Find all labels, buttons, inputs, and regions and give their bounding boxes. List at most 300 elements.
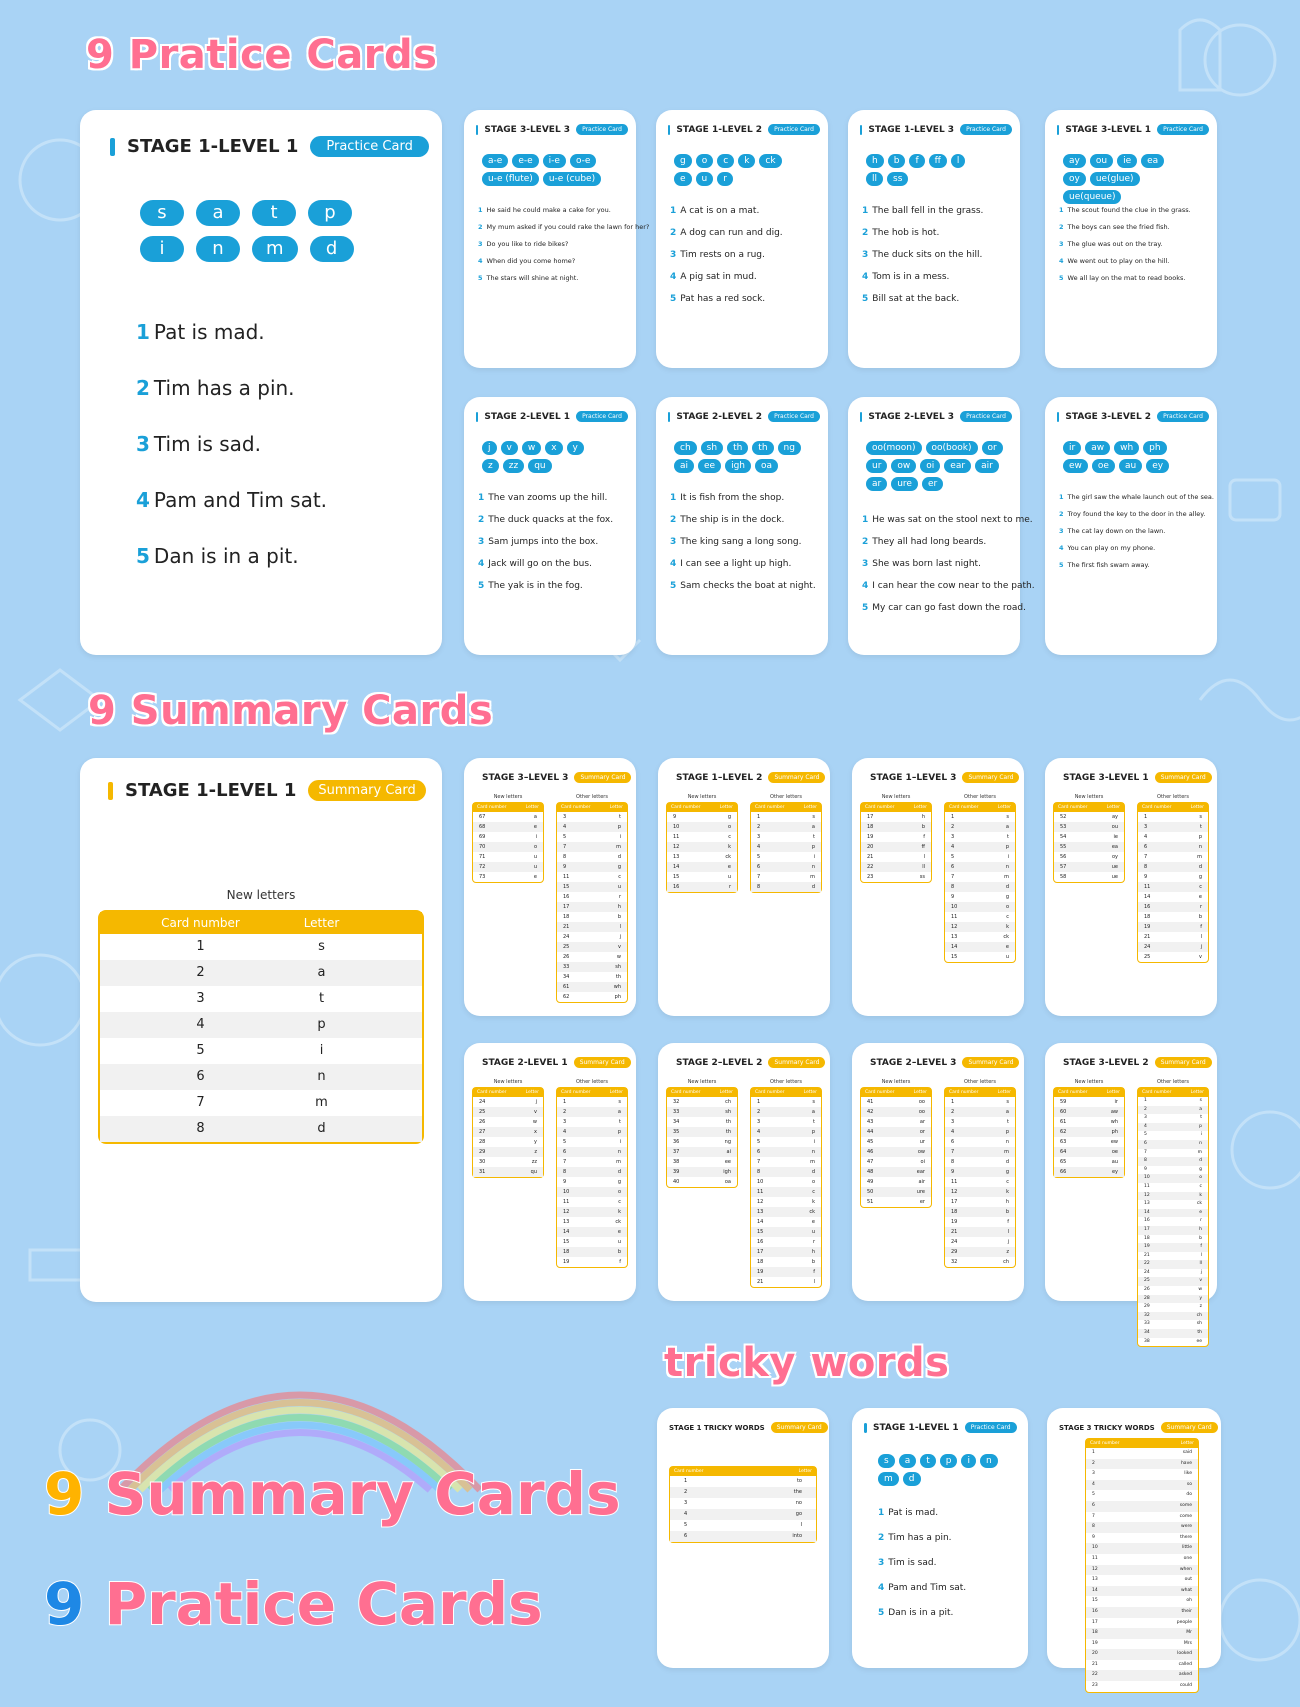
card-title: STAGE 2-LEVEL 2 [676, 411, 763, 422]
sentence-text: My mum asked if you could rake the lawn for her? [486, 223, 650, 231]
table-row [473, 812, 543, 822]
table-cell: ck [725, 854, 731, 860]
table-cell: l [923, 854, 925, 860]
table [556, 1087, 628, 1268]
table-cell: a [617, 1109, 621, 1115]
table-cell: m [1197, 1149, 1202, 1155]
sentence-item [478, 493, 628, 503]
table-caption: Other letters [1157, 794, 1189, 800]
table-row [1086, 1469, 1198, 1480]
card-title: STAGE 3-LEVEL 3 [484, 124, 571, 135]
letter-pill: ur [866, 459, 887, 473]
card-title: STAGE 1-LEVEL 1 [873, 1422, 959, 1433]
table-cell: 5 [196, 1043, 205, 1058]
letter-pill: oy [1063, 172, 1086, 186]
header-cell: Letter [525, 805, 539, 810]
header-cell: Card number [755, 805, 785, 810]
table-cell: 47 [867, 1159, 874, 1165]
table-row [751, 1237, 821, 1247]
table-row [100, 1116, 422, 1142]
table-cell: 41 [867, 1099, 874, 1105]
table [944, 1087, 1016, 1268]
table-cell: j [619, 934, 621, 940]
table-cell: k [1199, 1192, 1202, 1198]
table-row [1138, 872, 1208, 882]
table-cell: 72 [479, 864, 486, 870]
table-cell: p [317, 1017, 326, 1032]
table-cell: 4 [684, 1511, 688, 1517]
table-row [945, 1097, 1015, 1107]
table-cell: j [1200, 944, 1202, 950]
sentence-item [136, 376, 434, 400]
other-letters-table [1137, 1079, 1209, 1347]
header-cell: Card number [865, 805, 895, 810]
table-cell: 1 [1092, 1450, 1095, 1455]
summary-card [1045, 1043, 1217, 1344]
table-cell: 21 [1144, 1252, 1150, 1258]
table-cell: 6 [196, 1069, 205, 1084]
sentence-text: We went out to play on the hill. [1067, 257, 1170, 265]
table-cell: oh [1186, 1598, 1192, 1604]
sentence-text: He was sat on the stool next to me. [872, 515, 1033, 525]
table-cell: 8 [951, 884, 955, 890]
sentence-item [670, 250, 820, 260]
table-row [1138, 1114, 1208, 1123]
table-cell: i [619, 834, 621, 840]
table-cell: zz [531, 1159, 537, 1165]
table-row [667, 1167, 737, 1177]
letter-pills [140, 200, 360, 262]
table-cell: l [1007, 1229, 1009, 1235]
table-cell: 16 [1144, 904, 1151, 910]
header-cell: Letter [1180, 1441, 1194, 1446]
table-row [751, 1277, 821, 1287]
table-cell: 6 [1092, 1502, 1095, 1508]
new-letters-table [666, 794, 738, 893]
table-cell: 10 [1092, 1545, 1098, 1551]
letter-pill: ew [1063, 459, 1088, 473]
table-cell: 8 [757, 884, 761, 890]
sentence-number: 5 [862, 603, 869, 613]
table-cell: 17 [757, 1249, 764, 1255]
table-cell: 19 [867, 834, 874, 840]
table-cell: l [1200, 1252, 1202, 1258]
table-cell: 23 [867, 874, 874, 880]
other-letters-table [750, 794, 822, 893]
letter-pill: a [196, 200, 240, 226]
table-row [1086, 1448, 1198, 1459]
sentence-item [136, 544, 434, 568]
table-row [1054, 822, 1124, 832]
sentence-list [478, 206, 650, 291]
practice-card [464, 110, 650, 368]
summary-badge: Summary Card [1161, 1422, 1218, 1433]
letter-pill: i [961, 1454, 976, 1468]
table-row [1138, 1312, 1208, 1321]
table-cell: 38 [673, 1159, 680, 1165]
table-cell: ph [1111, 1129, 1118, 1135]
table-cell: b [1005, 1209, 1009, 1215]
table-cell: i [813, 1139, 815, 1145]
letter-pill: ea [1141, 154, 1164, 168]
table-row [945, 942, 1015, 952]
table-cell: e [727, 864, 731, 870]
letter-pill: ss [887, 172, 908, 186]
sentence-number: 4 [478, 559, 485, 569]
table-row [751, 1097, 821, 1107]
letter-pill: a-e [482, 154, 508, 168]
table-cell: m [1197, 854, 1202, 860]
sentence-number: 2 [878, 1533, 885, 1543]
letter-pill: or [982, 441, 1003, 455]
letter-pill: u-e (cube) [543, 172, 601, 186]
table-cell: t [1007, 834, 1009, 840]
table-row [861, 1107, 931, 1117]
table-cell: r [812, 1239, 815, 1245]
table-header [667, 803, 737, 812]
table-row [557, 872, 627, 882]
table-row [557, 1117, 627, 1127]
table-cell: ph [614, 994, 621, 1000]
table-cell: sh [1196, 1321, 1202, 1327]
table-row [667, 822, 737, 832]
table-caption: New letters [226, 888, 296, 902]
table-cell: 12 [1092, 1566, 1098, 1572]
card-header [860, 411, 1012, 422]
table-cell: c [618, 874, 621, 880]
table-cell: 4 [1092, 1481, 1095, 1487]
table-cell: 18 [1092, 1630, 1098, 1636]
summary-badge: Summary Card [308, 780, 425, 801]
table-cell: 32 [673, 1099, 680, 1105]
header-cell: Letter [719, 805, 733, 810]
table-row [473, 1097, 543, 1107]
letter-pill: e [674, 172, 692, 186]
table-row [751, 882, 821, 892]
table-cell: b [1198, 914, 1202, 920]
table-cell: 8 [757, 1169, 761, 1175]
table-cell: 40 [673, 1179, 680, 1185]
table [669, 1466, 817, 1543]
sentence-text: I can see a light up high. [680, 559, 792, 569]
table-cell: 12 [563, 1209, 570, 1215]
table-row [1086, 1681, 1198, 1692]
table-cell: 19 [1144, 924, 1151, 930]
letter-pill: ow [891, 459, 916, 473]
table-row [557, 922, 627, 932]
new-letters-table [472, 794, 544, 883]
table-cell: 8 [1144, 864, 1148, 870]
other-letters-table [556, 794, 628, 1003]
table-row [100, 934, 422, 960]
table-cell: 17 [1144, 1226, 1150, 1232]
table-row [1086, 1607, 1198, 1618]
other-letters-table [556, 1079, 628, 1268]
letter-pill: oo(moon) [866, 441, 922, 455]
table-header [1086, 1439, 1198, 1448]
table-cell: i [619, 1139, 621, 1145]
table-row [861, 1187, 931, 1197]
table-cell: 68 [479, 824, 486, 830]
table-row [557, 1217, 627, 1227]
table-cell: u [1005, 954, 1009, 960]
table-cell: j [535, 1099, 537, 1105]
card-header [670, 772, 822, 783]
table-row [557, 1207, 627, 1217]
table-cell: d [1005, 1159, 1009, 1165]
promo-summary [44, 1460, 621, 1528]
table-cell: m [315, 1095, 328, 1110]
sentence-number: 1 [1059, 206, 1064, 214]
table-row [945, 1177, 1015, 1187]
table-cell: f [619, 1259, 621, 1265]
summary-card [1045, 758, 1217, 1016]
table-row [861, 1117, 931, 1127]
letter-pills [1063, 441, 1183, 473]
table-row [861, 1167, 931, 1177]
table-cell: n [1005, 864, 1009, 870]
table-row [1138, 1286, 1208, 1295]
card-title: STAGE 3–LEVEL 3 [482, 772, 569, 783]
sentence-text: Tim is sad. [153, 432, 261, 456]
sentence-item [670, 559, 820, 569]
card-header [668, 124, 820, 135]
table-row [751, 1107, 821, 1117]
table-cell: 19 [563, 1259, 570, 1265]
promo-text: Pratice Cards [104, 1570, 543, 1638]
table-cell: 33 [673, 1109, 680, 1115]
practice-card [464, 397, 636, 655]
table-cell: f [1007, 1219, 1009, 1225]
table-cell: 11 [1144, 1183, 1150, 1189]
sentence-text: The ship is in the dock. [680, 515, 785, 525]
letter-pill: u [696, 172, 714, 186]
table-row [1054, 832, 1124, 842]
letter-pill: ey [1146, 459, 1169, 473]
table-row [1054, 1107, 1124, 1117]
table-cell: 4 [951, 1129, 955, 1135]
sentence-item [670, 228, 820, 238]
header-cell: Card number [1090, 1441, 1120, 1446]
card-title: STAGE 1-LEVEL 1 [127, 136, 299, 157]
table-cell: d [1198, 864, 1202, 870]
card-title: STAGE 2–LEVEL 3 [870, 1057, 957, 1068]
table-row [1138, 942, 1208, 952]
table-cell: 7 [1092, 1513, 1095, 1519]
letter-pill: ue(queue) [1063, 190, 1121, 204]
header-cell: Letter [525, 1090, 539, 1095]
sentence-text: Troy found the key to the door in the alley. [1067, 510, 1206, 518]
table-cell: e [1199, 1209, 1202, 1215]
sentence-item [862, 228, 1012, 238]
table-row [557, 1157, 627, 1167]
table-row [100, 960, 422, 986]
letter-pill: x [545, 441, 562, 455]
summary-card [852, 1043, 1024, 1301]
table-row [557, 882, 627, 892]
table-cell: n [811, 1149, 815, 1155]
table-row [1086, 1480, 1198, 1491]
table-cell: 4 [1144, 834, 1148, 840]
sentence-text: When did you come home? [486, 257, 576, 265]
table-cell: 49 [867, 1179, 874, 1185]
table-row [1086, 1533, 1198, 1544]
sentence-item [136, 320, 434, 344]
table-cell: h [921, 814, 925, 820]
table-row [1054, 1127, 1124, 1137]
summary-badge: Summary Card [574, 1057, 631, 1068]
table-cell: 2 [1144, 1106, 1147, 1112]
sentence-item [478, 206, 628, 214]
table-cell: k [728, 844, 731, 850]
table-row [557, 972, 627, 982]
sentence-item [1059, 223, 1209, 231]
header-cell: Card number [755, 1090, 785, 1095]
table-cell: u [617, 884, 621, 890]
table-cell: called [1178, 1661, 1192, 1667]
table-cell: r [1200, 1218, 1202, 1224]
table-cell: n [1198, 844, 1202, 850]
table-cell: c [618, 1199, 621, 1205]
table-cell: au [1111, 1159, 1118, 1165]
table-cell: 12 [757, 1199, 764, 1205]
table-caption: New letters [1074, 1079, 1104, 1085]
table-row [557, 1227, 627, 1237]
table-row [945, 1107, 1015, 1117]
table-cell: c [1199, 1183, 1202, 1189]
table-row [1138, 882, 1208, 892]
letter-pill: ie [1117, 154, 1137, 168]
table-cell: 19 [1092, 1640, 1098, 1646]
table-row [557, 1237, 627, 1247]
table-cell: n [1005, 1139, 1009, 1145]
table-cell: 5 [684, 1522, 688, 1528]
letter-pill: ai [674, 459, 694, 473]
table-row [1086, 1649, 1198, 1660]
table-cell: 11 [563, 874, 570, 880]
table-cell: 19 [951, 1219, 958, 1225]
letter-pill: wh [1114, 441, 1139, 455]
table-row [1138, 862, 1208, 872]
card-title: STAGE 1–LEVEL 2 [676, 772, 763, 783]
table-cell: f [813, 1269, 815, 1275]
table-row [100, 1064, 422, 1090]
practice-card [848, 110, 1020, 368]
table-cell: oo [918, 1109, 925, 1115]
letter-pill: m [878, 1472, 899, 1486]
card-header [108, 780, 434, 801]
table-cell: p [1198, 834, 1202, 840]
card-header [864, 1422, 1020, 1433]
table-row [1054, 812, 1124, 822]
header-accent [476, 412, 478, 422]
table-cell: k [812, 1199, 815, 1205]
table-cell: i [1007, 854, 1009, 860]
table-cell: h [1005, 1199, 1009, 1205]
header-cell: Letter [1190, 805, 1204, 810]
sentence-text: Tim has a pin. [153, 376, 295, 400]
table-row [861, 1157, 931, 1167]
table-cell: 7 [563, 1159, 567, 1165]
table-cell: 6 [757, 864, 761, 870]
letter-pill: s [140, 200, 184, 226]
table [750, 802, 822, 893]
header-accent [668, 412, 670, 422]
table-row [557, 1147, 627, 1157]
letter-pill: n [980, 1454, 998, 1468]
practice-card [1045, 110, 1217, 368]
table-row [1138, 1131, 1208, 1140]
table-cell: h [811, 1249, 815, 1255]
table-row [945, 932, 1015, 942]
table-cell: 3 [1092, 1471, 1095, 1477]
table [860, 1087, 932, 1208]
practice-card [656, 110, 828, 368]
table-cell: 51 [867, 1199, 874, 1205]
table-cell: ou [1111, 824, 1118, 830]
letter-pill: ck [759, 154, 781, 168]
tricky-stage3-card [1047, 1408, 1221, 1689]
table-header [945, 1088, 1015, 1097]
table-row [751, 1187, 821, 1197]
table-cell: p [617, 824, 621, 830]
letter-pill: ar [866, 477, 887, 491]
table-cell: d [317, 1121, 326, 1136]
table-cell: t [318, 991, 325, 1006]
table-row [1138, 832, 1208, 842]
promo-number: 9 [44, 1570, 85, 1638]
table-cell: 9 [951, 1169, 955, 1175]
table-row [1054, 1137, 1124, 1147]
table-header [1138, 803, 1208, 812]
table-cell: 20 [867, 844, 874, 850]
table-cell: 45 [867, 1139, 874, 1145]
table-cell: g [1005, 1169, 1009, 1175]
table-cell: 3 [1144, 1115, 1147, 1121]
sentence-text: Tim rests on a rug. [680, 250, 765, 260]
table-row [1138, 922, 1208, 932]
table-cell: ar [919, 1119, 925, 1125]
table-cell: u [617, 1239, 621, 1245]
letter-pills [482, 154, 602, 186]
table-cell: o [617, 1189, 621, 1195]
table-cell: 30 [479, 1159, 486, 1165]
table-cell: 13 [563, 1219, 570, 1225]
table-cell: 29 [479, 1149, 486, 1155]
table-row [473, 862, 543, 872]
letter-pill: qu [528, 459, 551, 473]
letter-pills [866, 441, 1016, 491]
table-header [751, 803, 821, 812]
table-cell: 62 [1060, 1129, 1067, 1135]
sentence-text: The van zooms up the hill. [488, 493, 608, 503]
table-row [557, 1137, 627, 1147]
table-cell: b [1199, 1235, 1202, 1241]
table-cell: 13 [1144, 1201, 1150, 1207]
table-cell: r [1199, 904, 1202, 910]
table-cell: one [1183, 1555, 1192, 1561]
table-caption: Other letters [964, 1079, 996, 1085]
table [472, 802, 544, 883]
practice-badge: Practice Card [576, 411, 628, 422]
sentence-number: 4 [670, 272, 677, 282]
table-cell: p [1005, 844, 1009, 850]
table-row [945, 822, 1015, 832]
header-cell: Card number [561, 1090, 591, 1095]
letter-pills [878, 1454, 998, 1486]
table-row [1138, 1226, 1208, 1235]
letter-pill: n [196, 236, 240, 262]
